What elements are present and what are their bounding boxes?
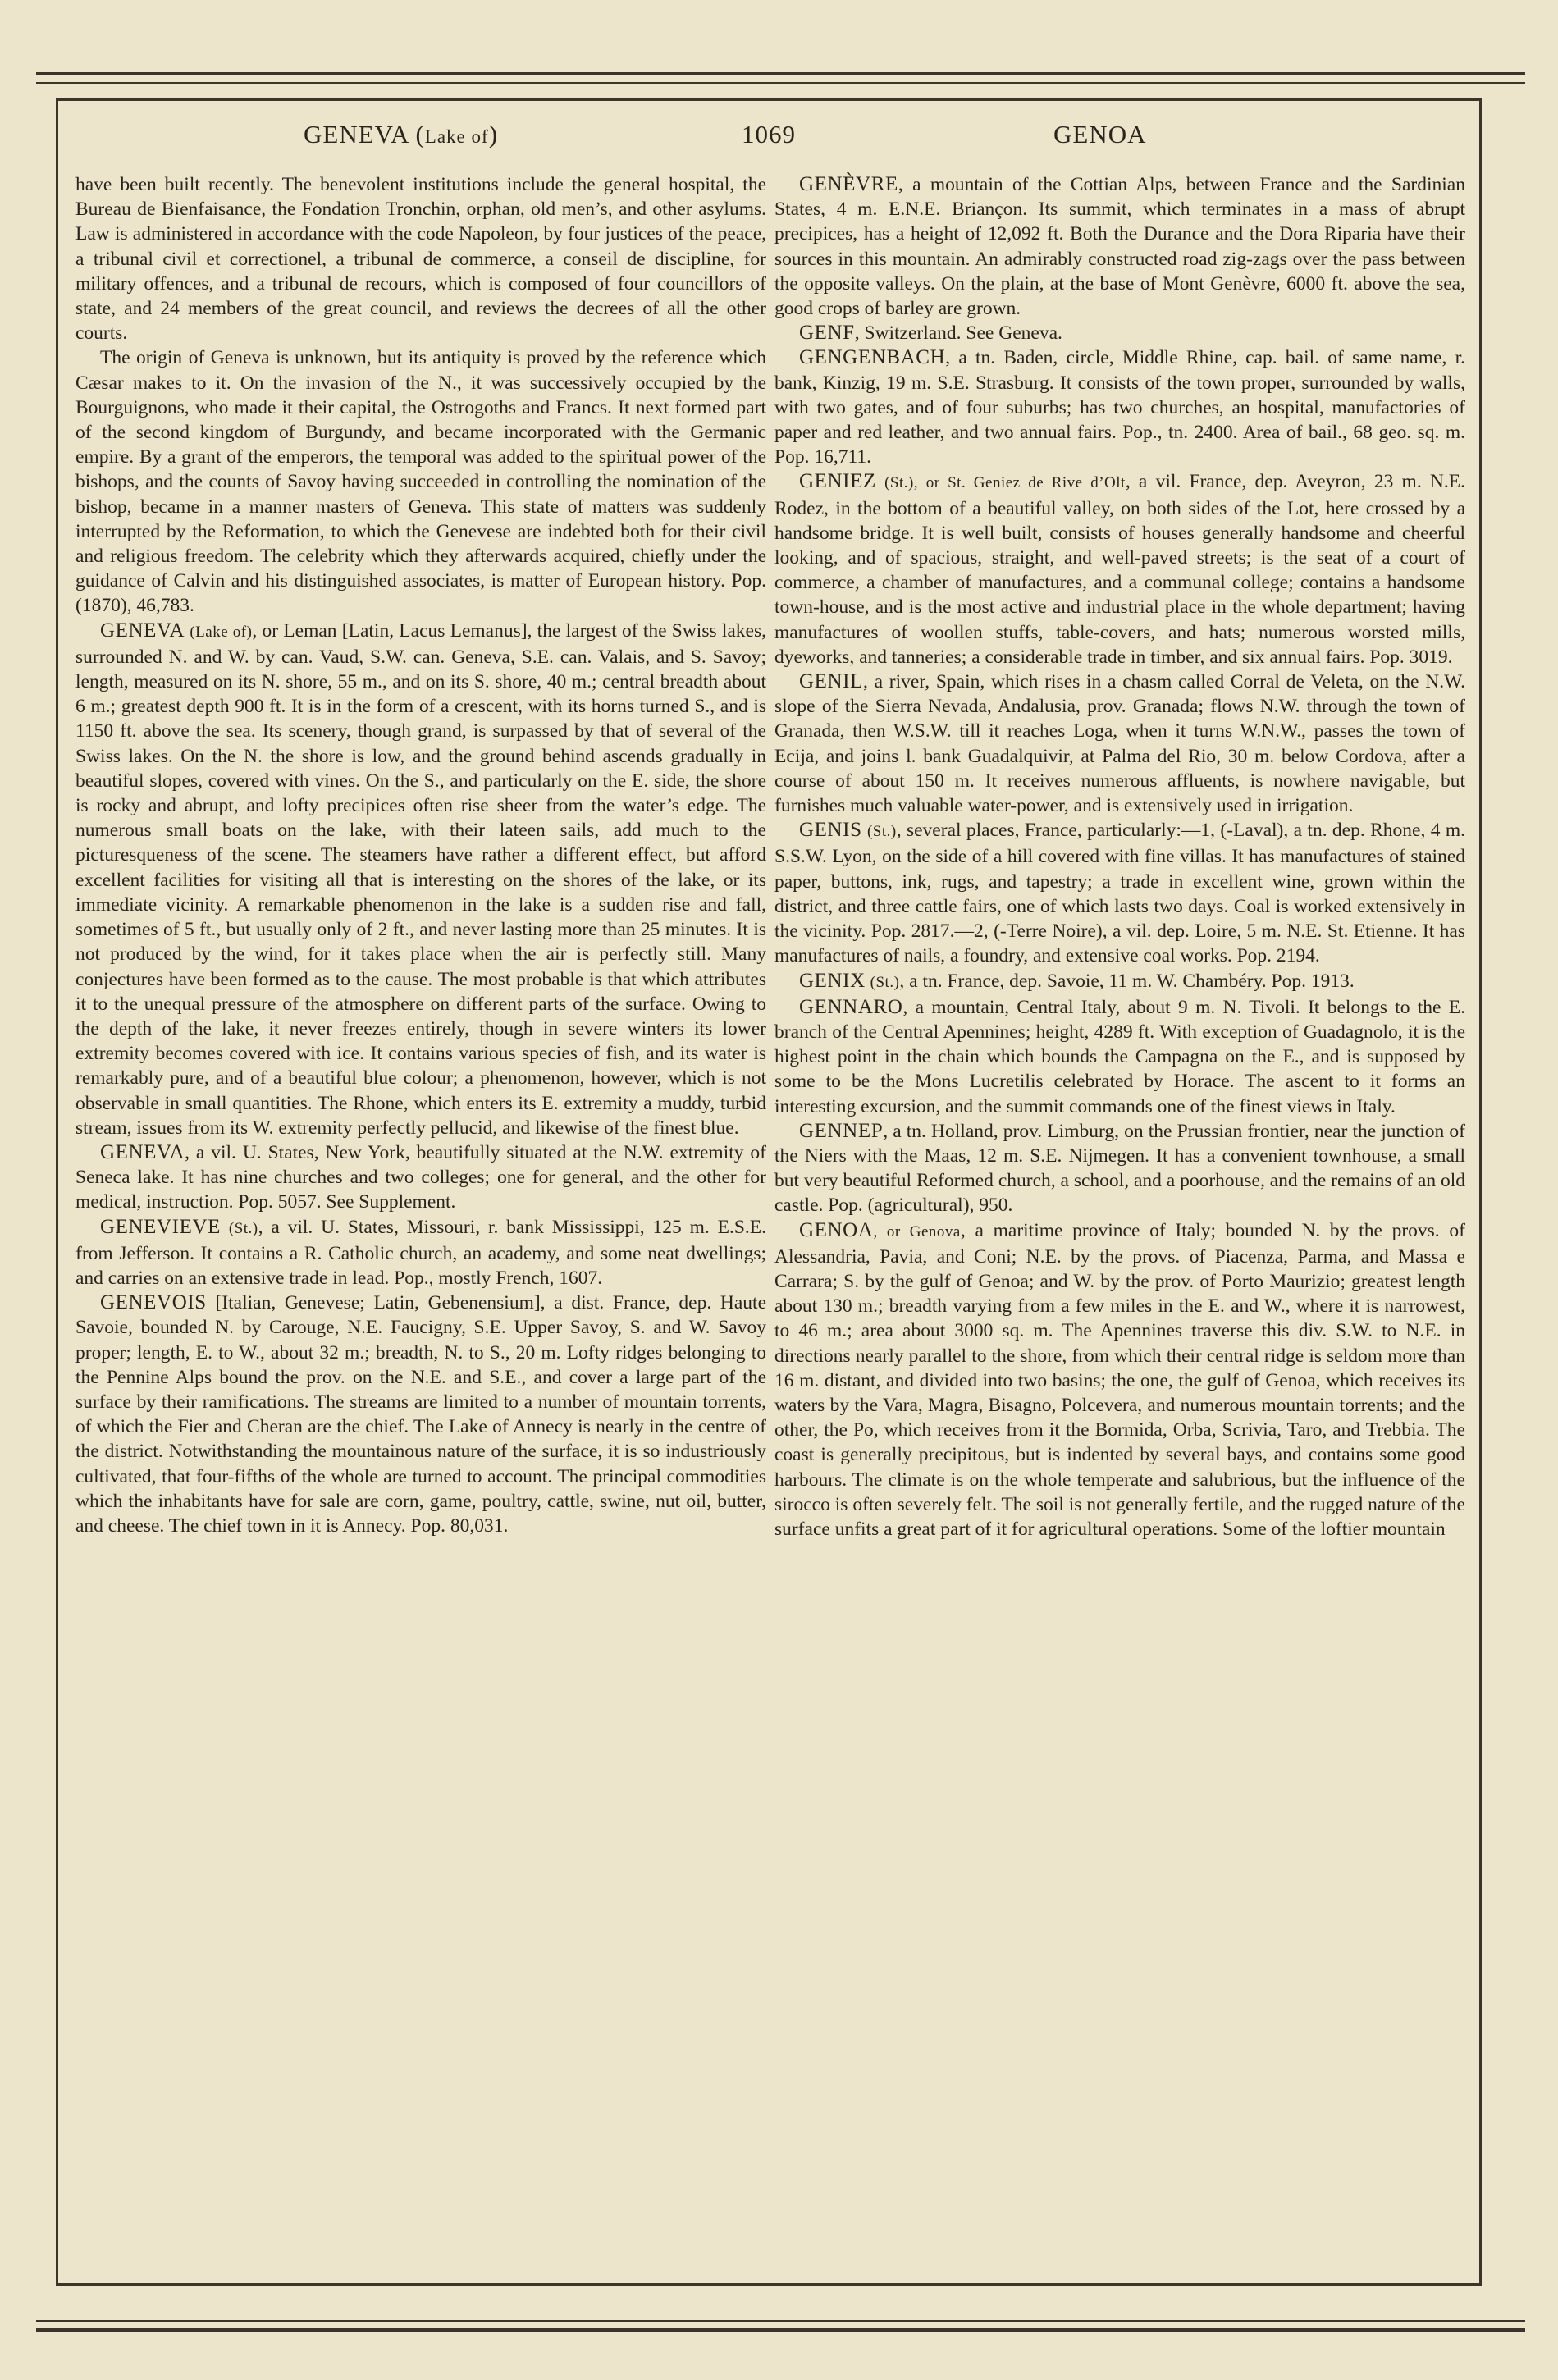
entry-genix: GENIX (St.), a tn. France, dep. Savoie, 11 m. W. Chambéry. Pop. 1913. <box>799 969 1355 992</box>
page-number: 1069 <box>742 120 796 148</box>
entry-genevre: GENÈVRE, a mountain of the Cottian Alps, between France and the Sardinian States, 4 m. E.N.E. Briançon. Its summit, which terminates in a mass of abrupt precipices, has a height of 12,092 ft. Both the Durance and the Dora Riparia have their sources in this mountain. An admirably constructed road zig-zags over the pass between the opposite valleys. On the plain, at the base of Mont Genèvre, 6000 ft. above the sea, good crops of barley are grown. <box>774 173 1465 320</box>
entry-genevieve: GENEVIEVE (St.), a vil. U. States, Missouri, r. bank Mississippi, 125 m. E.S.E. from Jefferson. It contains a R. Catholic church, an academy, and some neat dwellings; and carries on an extensive trade in lead. Pop., mostly French, 1607. <box>75 1215 766 1289</box>
left-running-title: GENEVA (Lake of) <box>304 120 499 148</box>
top-rule-thin <box>36 82 1525 84</box>
entry-genf: GENF, Switzerland. See Geneva. <box>799 322 1062 345</box>
right-column <box>774 172 1465 2256</box>
entry-genil: GENIL, a river, Spain, which rises in a chasm called Corral de Veleta, on the N.W. slope of the Sierra Nevada, Andalusia, prov. Granada; flows N.W. through the town of Granada, then W.S.W. till it reaches Loga, when it turns W.N.W., passes the town of Ecija, and joins l. bank Guadalquivir, at Palma del Rio, 30 m. below Cordova, after a course of about 150 m. It receives numerous affluents, is nowhere navigable, but furnishes much valuable water-power, and is extensively used in irrigation. <box>774 670 1465 817</box>
left-column <box>75 172 766 2256</box>
entry-gennaro: GENNARO, a mountain, Central Italy, about 9 m. N. Tivoli. It belongs to the E. branch of the Central Apennines; height, 4289 ft. With exception of Guadagnolo, it is the highest point in the chain which bounds the Campagna on the E., and is supposed by some to be the Mons Lucretilis celebrated by Horace. The ascent to it forms an interesting excursion, and the summit commands one of the finest views in Italy. <box>774 995 1465 1117</box>
entry-geneva-history: The origin of Geneva is unknown, but its antiquity is proved by the reference which Cæsar makes to it. On the invasion of the N., it was successively occupied by the Bourguignons, who made it their capital, the Ostrogoths and Francs. It next formed part of the second kingdom of Burgundy, and became incorporated with the Germanic empire. By a grant of the emperors, the temporal was added to the spiritual power of the bishops, and the counts of Savoy having succeeded in controlling the nomination of the bishop, became in a manner masters of Geneva. This state of matters was suddenly interrupted by the Reformation, to which the Genevese are indebted both for their civil and religious freedom. The celebrity which they afterwards acquired, chiefly under the guidance of Calvin and his distinguished associates, is matter of European history. Pop. (1870), 46,783. <box>75 347 766 617</box>
entry-gengenbach: GENGENBACH, a tn. Baden, circle, Middle Rhine, cap. bail. of same name, r. bank, Kinzig, 19 m. S.E. Strasburg. It consists of the town proper, surrounded by walls, with two gates, and of four suburbs; has two churches, an hospital, manufactories of paper and red leather, and two annual fairs. Pop., tn. 2400. Area of bail., 68 geo. sq. m. Pop. 16,711. <box>774 346 1465 468</box>
bottom-rule-thick <box>36 2328 1525 2332</box>
entry-geniez: GENIEZ (St.), or St. Geniez de Rive d’Olt, a vil. France, dep. Aveyron, 23 m. N.E. Rodez, in the bottom of a beautiful valley, on both sides of the Lot, here crossed by a handsome bridge. It is well built, consists of houses generally handsome and cheerful looking, and of spacious, straight, and well-paved streets; is the seat of a court of commerce, a chamber of manufactures, and a communal college; contains a handsome town-house, and is the most active and industrial place in the whole department; having manufactures of woollen stuffs, table-covers, and hats; numerous worsted mills, dyeworks, and tanneries; a considerable trade in timber, and six annual fairs. Pop. 3019. <box>774 470 1465 668</box>
entry-genevois: GENEVOIS [Italian, Genevese; Latin, Gebenensium], a dist. France, dep. Haute Savoie, bounded N. by Carouge, N.E. Faucigny, S.E. Upper Savoy, S. and W. Savoy proper; length, E. to W., about 32 m.; breadth, N. to S., 20 m. Lofty ridges belonging to the Pennine Alps bound the prov. on the N.E. and S.E., and cover a large part of the surface by their ramifications. The streams are limited to a number of mountain torrents, of which the Fier and Cheran are the chief. The Lake of Annecy is nearly in the centre of the district. Notwithstanding the mountainous nature of the surface, it is so industriously cultivated, that four-fifths of the whole are turned to account. The principal commodities which the inhabitants have for sale are corn, game, poultry, cattle, swine, nut oil, butter, and cheese. The chief town in it is Annecy. Pop. 80,031. <box>75 1291 766 1537</box>
entry-geneva-us: GENEVA, a vil. U. States, New York, beautifully situated at the N.W. extremity of Seneca lake. It has nine churches and two colleges; one for general, and the other for medical, instruction. Pop. 5057. See Supplement. <box>75 1140 766 1213</box>
right-running-title: GENOA <box>1053 120 1147 148</box>
top-rule-thick <box>36 72 1525 75</box>
entry-genoa: GENOA, or Genova, a maritime province of Italy; bounded N. by the provs. of Alessandria, Pavia, and Coni; N.E. by the provs. of Piacenza, Parma, and Massa e Carrara; S. by the gulf of Genoa; and W. by the prov. of Porto Maurizio; greatest length about 130 m.; breadth varying from a few miles in the E. and W., where it is narrowest, to 46 m.; area about 3000 sq. m. The Apennines traverse this div. S.W. to N.E. in directions nearly parallel to the shore, from which their central ridge is seldom more than 16 m. distant, and divided into two basins; the one, the gulf of Genoa, which receives its waters by the Vara, Magra, Bisagno, Polcevera, and numerous mountain torrents; and the other, the Po, which receives from it the Bormida, Orba, Scrivia, Taro, and Trebbia. The coast is generally precipitous, but is indented by several bays, and contains some good harbours. The climate is on the whole temperate and salubrious, but the influence of the sirocco is often severely felt. The soil is not generally fertile, and the rugged nature of the surface unfits a great part of it for agricultural operations. Some of the loftier mountain <box>774 1218 1465 1540</box>
entry-geneva-lake: GENEVA (Lake of), or Leman [Latin, Lacus Lemanus], the largest of the Swiss lakes, surrounded N. and W. by can. Vaud, S.W. can. Geneva, S.E. can. Valais, and S. Savoy; length, measured on its N. shore, 55 m., and on its S. shore, 40 m.; central breadth about 6 m.; greatest depth 900 ft. It is in the form of a crescent, with its horns turned S., and is 1150 ft. above the sea. Its scenery, though grand, is surpassed by that of several of the Swiss lakes. On the N. the shore is low, and the ground behind ascends gradually in beautiful slopes, covered with vines. On the S., and particularly on the E. side, the shore is rocky and abrupt, and lofty precipices often rise sheer from the water’s edge. The numerous small boats on the lake, with their lateen sails, add much to the picturesqueness of the scene. The steamers have rather a different effect, but afford excellent facilities for visiting all that is interesting on the shores of the lake, or its immediate vicinity. A remarkable phenomenon in the lake is a sudden rise and fall, sometimes of 5 ft., but usually only of 2 ft., and never lasting more than 25 minutes. It is not produced by the wind, for it takes place when the air is perfectly still. Many conjectures have been formed as to the cause. The most probable is that which attributes it to the unequal pressure of the atmosphere on different parts of the surface. Owing to the depth of the lake, it never freezes entirely, though in severe winters its lower extremity becomes covered with ice. It contains various species of fish, and its water is remarkably pure, and of a beautiful blue colour; a phenomenon, however, which is not observable in small quantities. The Rhone, which enters its E. extremity a muddy, turbid stream, issues from its W. extremity perfectly pellucid, and likewise of the finest blue. <box>75 619 766 1139</box>
entry-gennep: GENNEP, a tn. Holland, prov. Limburg, on the Prussian frontier, near the junction of the Niers with the Maas, 12 m. S.E. Nijmegen. It has a convenient townhouse, a small but very beautiful Reformed church, a school, and a poorhouse, and the remains of an old castle. Pop. (agricultural), 950. <box>774 1119 1465 1217</box>
bottom-rule-thin <box>36 2320 1525 2322</box>
entry-genis: GENIS (St.), several places, France, particularly:—1, (-Laval), a tn. dep. Rhone, 4 m. S.S.W. Lyon, on the side of a hill covered with fine villas. It has manufactures of stained paper, buttons, ink, rugs, and tapestry; a trade in excellent wine, grown within the district, and three cattle fairs, one of which lasts two days. Coal is worked extensively in the vicinity. Pop. 2817.—2, (-Terre Noire), a vil. dep. Loire, 5 m. N.E. St. Etienne. It has manufactures of nails, a foundry, and extensive coal works. Pop. 2194. <box>774 819 1465 967</box>
entry-geneva-continuation: have been built recently. The benevolent institutions include the general hospital, the Bureau de Bienfaisance, the Fondation Tronchin, orphan, old men’s, and other asylums. Law is administered in accordance with the code Napoleon, by four justices of the peace, a tribunal civil et correctionel, a tribunal de commerce, a conseil de discipline, for military offences, and a tribunal de recours, which is composed of four councillors of state, and 24 members of the great council, and reviews the decrees of all the other courts. <box>75 174 766 345</box>
running-head <box>57 115 1480 156</box>
